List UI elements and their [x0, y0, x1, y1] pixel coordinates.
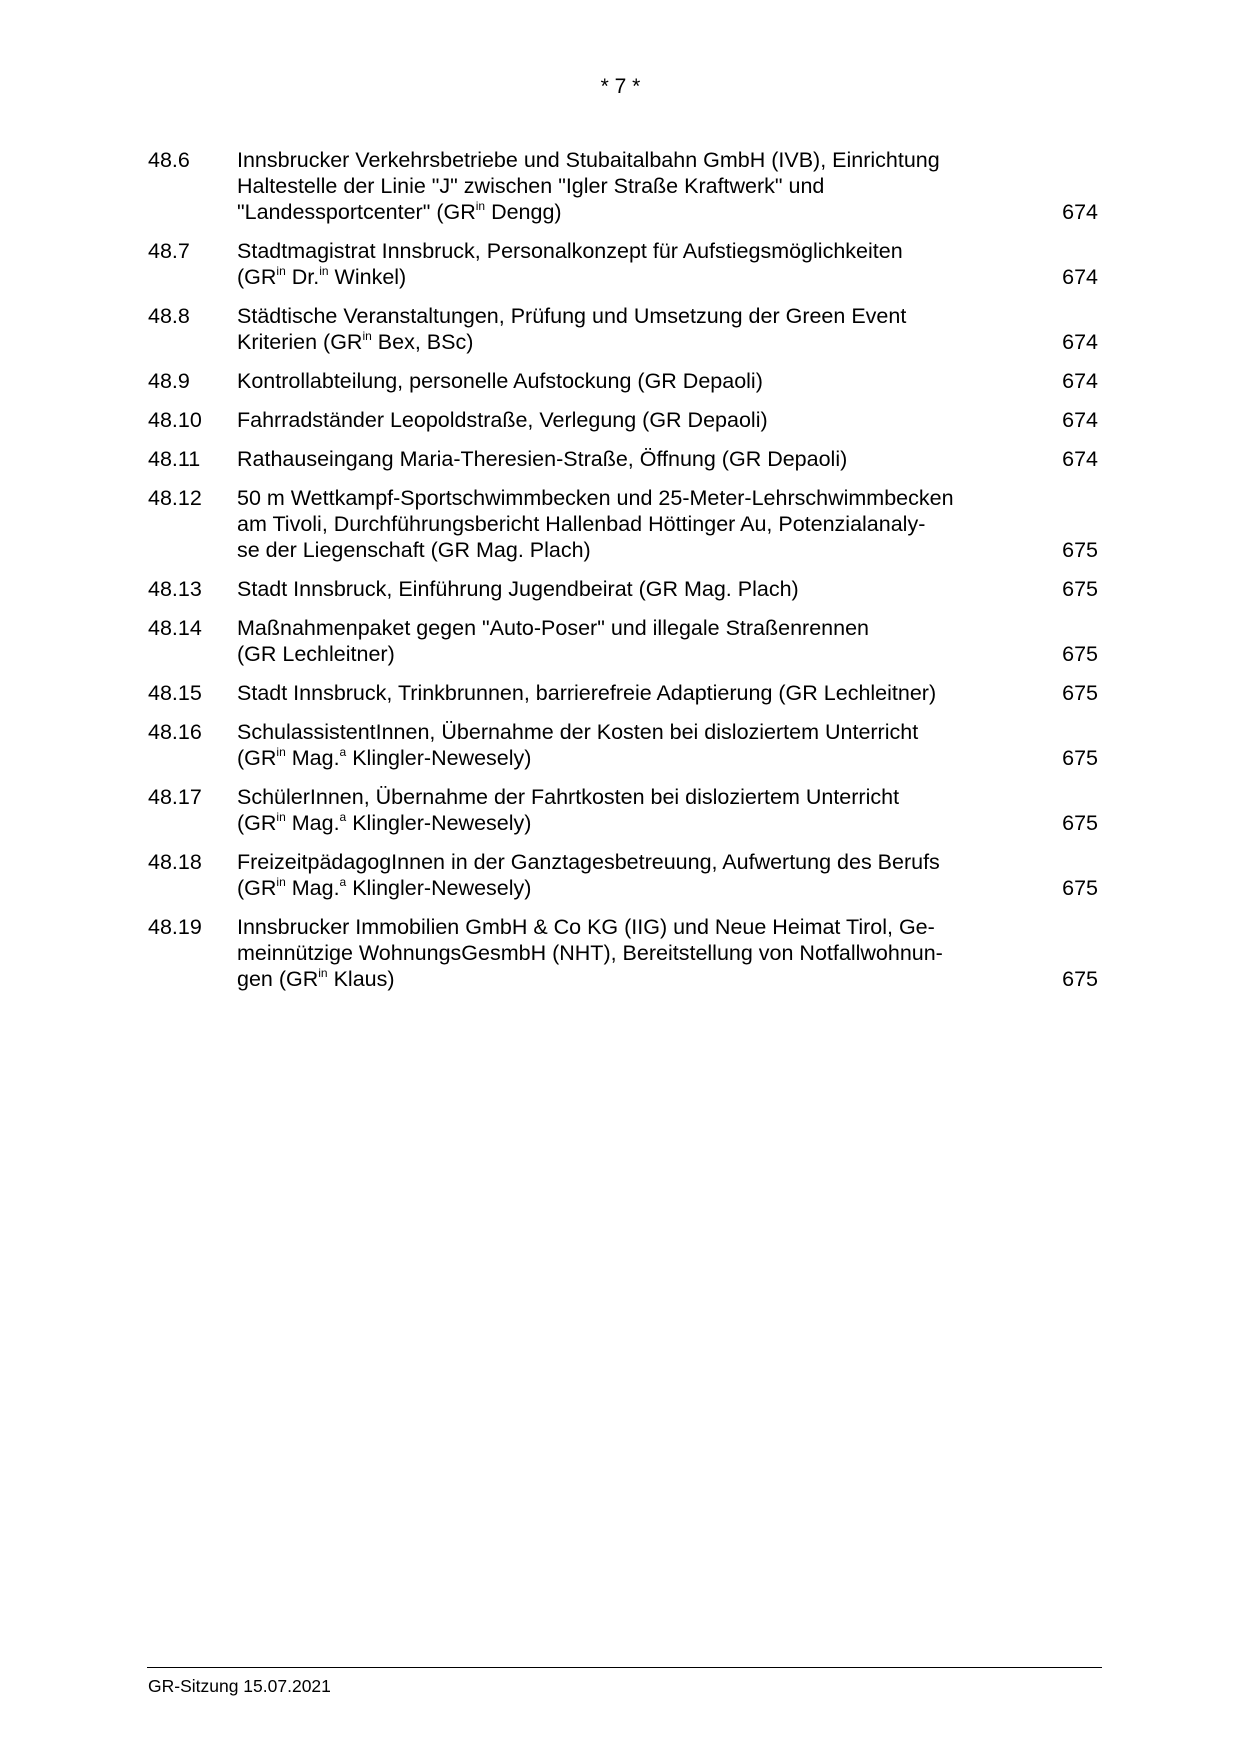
toc-entry-title-line: (GR Lechleitner) — [237, 642, 395, 666]
superscript: in — [319, 263, 329, 278]
toc-entry-number: 48.14 — [148, 616, 202, 640]
toc-entry-number: 48.10 — [148, 408, 202, 432]
toc-entry-page-number: 675 — [1062, 577, 1098, 601]
toc-entry-page-number: 675 — [1062, 876, 1098, 900]
toc-entry-page-number: 675 — [1062, 681, 1098, 705]
toc-entry-number: 48.12 — [148, 486, 202, 510]
toc-entry-title-line: Stadt Innsbruck, Trinkbrunnen, barrierefreie Adaptierung (GR Lechleitner) — [237, 681, 937, 705]
toc-entry-page-number: 675 — [1062, 811, 1098, 835]
toc-entry-title-line: Fahrradständer Leopoldstraße, Verlegung (GR Depaoli) — [237, 408, 768, 432]
toc-entry-title-line: am Tivoli, Durchführungsbericht Hallenbad Höttinger Au, Potenzialanaly- — [237, 512, 926, 536]
toc-entry-title — [237, 238, 1003, 290]
toc-entry-title-line: Kontrollabteilung, personelle Aufstockung (GR Depaoli) — [237, 369, 763, 393]
toc-entry-page-number: 674 — [1062, 369, 1098, 393]
toc-entry-page-number: 674 — [1062, 408, 1098, 432]
toc-entry-number: 48.11 — [148, 447, 201, 471]
toc-entry-page-number: 674 — [1062, 200, 1098, 224]
toc-entry-page-number: 675 — [1062, 538, 1098, 562]
toc-entry — [148, 147, 1098, 225]
toc-entry-number: 48.16 — [148, 720, 202, 744]
toc-entry-page-number: 675 — [1062, 642, 1098, 666]
toc-entry-number: 48.6 — [148, 148, 190, 172]
toc-entry — [148, 485, 1098, 563]
toc-entry-number: 48.15 — [148, 681, 202, 705]
toc-entry — [148, 615, 1098, 667]
toc-entry-title-line: se der Liegenschaft (GR Mag. Plach) — [237, 538, 591, 562]
superscript: a — [339, 744, 347, 759]
toc-entry-number: 48.19 — [148, 915, 202, 939]
toc-entry-title-line: SchulassistentInnen, Übernahme der Kosten bei disloziertem Unterricht — [237, 720, 919, 744]
toc-entry-page-number: 675 — [1062, 746, 1098, 770]
superscript: in — [276, 263, 286, 278]
footer-divider — [147, 1667, 1102, 1668]
toc-entry-title — [237, 576, 1003, 602]
toc-entry-number: 48.17 — [148, 785, 202, 809]
toc-entry-title — [237, 147, 1003, 225]
toc-entry-title-line: FreizeitpädagogInnen in der Ganztagesbetreuung, Aufwertung des Berufs — [237, 850, 940, 874]
superscript: in — [475, 198, 486, 213]
toc-entry-title-line: Innsbrucker Verkehrsbetriebe und Stubaitalbahn GmbH (IVB), Einrichtung — [237, 148, 940, 172]
toc-entry-number: 48.8 — [148, 304, 190, 328]
toc-entry-title — [237, 719, 1003, 771]
toc-entry-title-line: Kriterien ($GR^{in}$ Bex, BSc) — [237, 328, 474, 354]
toc-entry-title — [237, 784, 1003, 836]
toc-entry-title — [237, 615, 1003, 667]
toc-entry — [148, 407, 1098, 433]
table-of-contents — [148, 147, 1098, 1005]
superscript: in — [276, 744, 286, 759]
toc-entry-title-line: gen ($GR^{in}$ Klaus) — [237, 965, 395, 991]
toc-entry-title-line: ($GR^{in}$ Mag.$^a$ Klingler-Newesely) — [237, 874, 532, 900]
toc-entry-page-number: 674 — [1062, 265, 1098, 289]
toc-entry-title — [237, 407, 1003, 433]
toc-entry — [148, 303, 1098, 355]
toc-entry-title-line: Stadt Innsbruck, Einführung Jugendbeirat (GR Mag. Plach) — [237, 577, 799, 601]
toc-entry-title-line: meinnützige WohnungsGesmbH (NHT), Bereitstellung von Notfallwohnun- — [237, 941, 943, 965]
toc-entry-number: 48.9 — [148, 369, 190, 393]
toc-entry-page-number: 674 — [1062, 330, 1098, 354]
toc-entry — [148, 914, 1098, 992]
superscript: in — [362, 328, 372, 343]
superscript: a — [339, 874, 347, 889]
toc-entry-title — [237, 303, 1003, 355]
toc-entry-title-line: Innsbrucker Immobilien GmbH & Co KG (IIG) und Neue Heimat Tirol, Ge- — [237, 915, 935, 939]
toc-entry — [148, 719, 1098, 771]
superscript: in — [276, 809, 286, 824]
toc-entry — [148, 849, 1098, 901]
toc-entry — [148, 576, 1098, 602]
toc-entry-title-line: "Landessportcenter" ($GR^{in}$ Dengg) — [237, 198, 562, 224]
toc-entry-title-line: SchülerInnen, Übernahme der Fahrtkosten bei disloziertem Unterricht — [237, 785, 900, 809]
toc-entry-page-number: 674 — [1062, 447, 1098, 471]
toc-entry-title-line: Stadtmagistrat Innsbruck, Personalkonzept für Aufstiegsmöglichkeiten — [237, 239, 903, 263]
superscript: a — [339, 809, 347, 824]
footer-session-date: GR-Sitzung 15.07.2021 — [148, 1676, 331, 1696]
toc-entry-title — [237, 368, 1003, 394]
toc-entry-number: 48.18 — [148, 850, 202, 874]
toc-entry-title — [237, 680, 1003, 706]
toc-entry — [148, 238, 1098, 290]
toc-entry-number: 48.13 — [148, 577, 202, 601]
toc-entry — [148, 446, 1098, 472]
toc-entry-title-line: Maßnahmenpaket gegen "Auto-Poser" und illegale Straßenrennen — [237, 616, 869, 640]
toc-entry — [148, 368, 1098, 394]
superscript: in — [276, 874, 286, 889]
toc-entry-title-line: Haltestelle der Linie "J" zwischen "Igler Straße Kraftwerk" und — [237, 174, 825, 198]
toc-entry-title — [237, 914, 1003, 992]
superscript: in — [318, 965, 328, 980]
toc-entry-title — [237, 485, 1003, 563]
toc-entry-title — [237, 849, 1003, 901]
toc-entry-title-line: ($GR^{in}$ Mag.$^a$ Klingler-Newesely) — [237, 744, 532, 770]
toc-entry-title — [237, 446, 1003, 472]
toc-entry-title-line: ($GR^{in}$ Mag.$^a$ Klingler-Newesely) — [237, 809, 532, 835]
toc-entry-title-line: Städtische Veranstaltungen, Prüfung und Umsetzung der Green Event — [237, 304, 907, 328]
toc-entry-title-line: 50 m Wettkampf-Sportschwimmbecken und 25-Meter-Lehrschwimmbecken — [237, 486, 954, 510]
toc-entry — [148, 680, 1098, 706]
page-number: * 7 * — [600, 75, 641, 98]
toc-entry-title-line: Rathauseingang Maria-Theresien-Straße, Öffnung (GR Depaoli) — [237, 447, 848, 471]
toc-entry — [148, 784, 1098, 836]
toc-entry-title-line: ($GR^{in}$ Dr.$^{in}$ Winkel) — [237, 263, 407, 289]
toc-entry-number: 48.7 — [148, 239, 190, 263]
toc-entry-page-number: 675 — [1062, 967, 1098, 991]
